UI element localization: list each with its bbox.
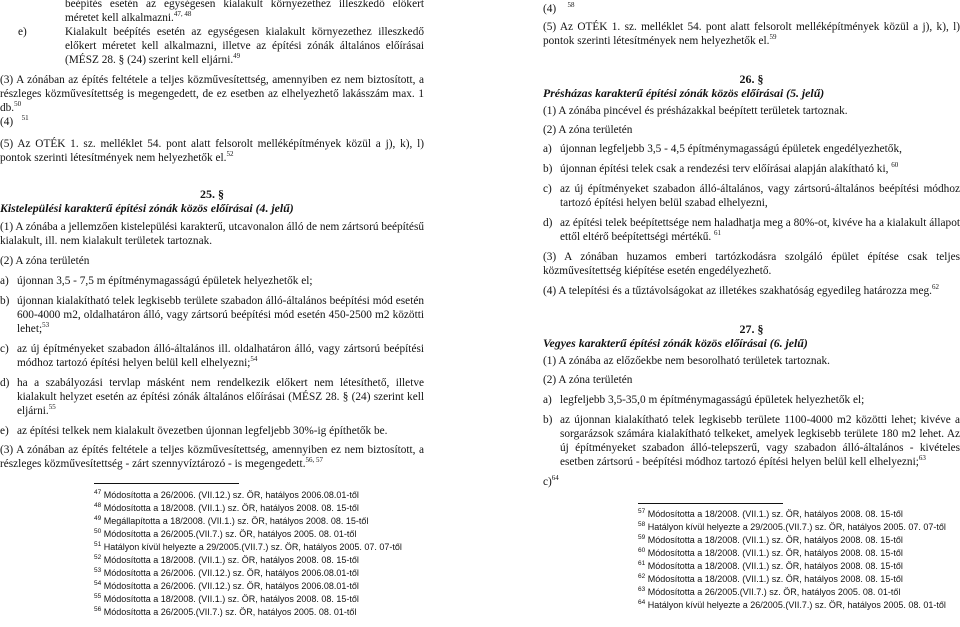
item-a: a) újonnan 3,5 - 7,5 m építménymagasságú épületek helyezhetők el;: [0, 275, 313, 287]
footnote: [94, 593, 424, 606]
footnote-number: 62: [638, 573, 646, 580]
r-item-c: c) az új építményeket szabadon álló-általános, vagy zártsorú-általános beépítési módhoz tartozó építési helyen belül szabad elhelyezni,: [543, 183, 960, 209]
footnote-rule: [94, 483, 239, 484]
section-25-p2: (2) A zóna területén: [0, 255, 90, 267]
footnote-text: Módosította a 18/2008. (VII.1.) sz. ÖR, hatályos 2008. 08. 15-től: [645, 548, 903, 558]
footnote-number: 56: [94, 606, 102, 613]
footnote: [638, 547, 960, 560]
section-26-p3: (3) A zónában huzamos emberi tartózkodásra szolgáló épület építése csak teljes közművesítettség kiépítése esetén engedélyezhető.: [543, 251, 960, 277]
footnote-text: Hatályon kívül helyezte a 29/2005.(VII.7.) sz. ÖR, hatályos 2005. 07. 07-től: [645, 522, 946, 532]
footnote-text: Módosította a 18/2008. (VII.1.) sz. ÖR, hatályos 2008. 08. 15-től: [101, 555, 359, 565]
paragraph-5: (5) Az OTÉK 1. sz. melléklet 54. pont alatt felsorolt melléképítmények közül a j), k), l) pontok szerinti létesítmények nem helyezhetők el.$^{52}$: [0, 138, 424, 164]
item-d: d) ha a szabályozási tervlap másként nem rendelkezik előkert nem létesíthető, illetve kialakult helyzet esetén az építési zónák általános előírásai (MÉSZ 28. § (24) szerint kell eljárni.$^{55}$: [0, 377, 424, 417]
item-e: e) Kialakult beépítés esetén az egységesen kialakult környezethez illeszkedő előkert méretet kell alkalmazni, illetve az építési zónák általános előírásai (MÉSZ 28. § (24) szerint kell eljárni.$^{49}$: [18, 26, 424, 66]
item-e2: e) az építési telkek nem kialakult övezetben újonnan legfeljebb 30%-ig építhetők be.: [0, 425, 388, 437]
footnote-text: Módosította a 26/2005.(VII.7.) sz. ÖR, hatályos 2005. 08. 01-től: [645, 587, 901, 597]
footnote: [638, 534, 960, 547]
footnote-number: 51: [94, 541, 102, 548]
footnote-number: 47: [94, 489, 102, 496]
footnote: [94, 554, 424, 567]
r-paragraph-4: (4) $^{58}$: [543, 1, 575, 15]
section-26-p2: (2) A zóna területén: [543, 124, 633, 136]
section-25-p3: (3) A zónában az építés feltétele a teljes közművesítettség, amennyiben ez nem biztosított, a részleges közművesítettség - zárt szennyvíztározó - is megengedett.$^{56, 57}$: [0, 444, 424, 470]
footnote-text: Megállapította a 18/2008. (VII.1.) sz. ÖR, hatályos 2008. 08. 15-től: [101, 516, 369, 526]
footnote: [638, 508, 960, 521]
footnote-text: Módosította a 18/2008. (VII.1.) sz. ÖR, hatályos 2008. 08. 15-től: [645, 509, 903, 519]
r-item-27c: c)$^{64}$: [543, 474, 559, 488]
footnote-text: Módosította a 18/2008. (VII.1.) sz. ÖR, hatályos 2008. 08. 15-től: [645, 574, 903, 584]
footnote: [94, 606, 424, 619]
footnote-rule: [638, 503, 783, 504]
paragraph-continuation: beépítés esetén az egységesen kialakult környezethez illeszkedő előkert méretet kell alkalmazni.$^{47, 48}$: [65, 0, 424, 24]
r-item-a: a) újonnan legfeljebb 3,5 - 4,5 építménymagasságú épületek engedélyezhetők,: [543, 143, 902, 155]
footnote: [94, 580, 424, 593]
footnote-number: 50: [94, 528, 102, 535]
r-paragraph-5: (5) Az OTÉK 1. sz. melléklet 54. pont alatt felsorolt melléképítmények közül a j), k), l) pontok szerinti létesítmények nem helyezhetők el.$^{59}$: [543, 21, 960, 47]
footnote-text: Hatályon kívül helyezte a 26/2005.(VII.7.) sz. ÖR, hatályos 2005. 08. 01-től: [645, 600, 946, 610]
footnote-number: 52: [94, 554, 102, 561]
section-26-p1: (1) A zónába pincével és présházakkal beépített területek tartoznak.: [543, 105, 848, 117]
footnote-number: 54: [94, 580, 102, 587]
section-25-p1: (1) A zónába a jellemzően kistelepülési karakterű, utcavonalon álló de nem zártsorú beépítésű kialakult, ill. nem kialakult területek tartoznak.: [0, 221, 424, 247]
left-footnotes: [94, 483, 424, 619]
section-27-number: 27. §: [739, 322, 764, 336]
section-27-p1: (1) A zónába az előzőekbe nem besorolható területek tartoznak.: [543, 355, 831, 367]
footnote: [638, 599, 960, 612]
paragraph-3: (3) A zónában az építés feltétele a teljes közművesítettség, amennyiben ez nem biztosított, a részleges közművesítettség is megengedett, de ez esetben az elhelyezhető lakásszám max. 1 db.$^{50}$: [0, 74, 424, 114]
section-26-title: Présházas karakterű építési zónák közös előírásai (5. jelű): [543, 86, 825, 100]
footnote-number: 57: [638, 508, 646, 515]
footnote-text: Módosította a 18/2008. (VII.1.) sz. ÖR, hatályos 2008. 08. 15-től: [645, 535, 903, 545]
footnote-number: 53: [94, 567, 102, 574]
footnote: [94, 567, 424, 580]
footnote-number: 59: [638, 534, 646, 541]
r-item-27a: a) legfeljebb 3,5-35,0 m építménymagasságú épületek helyezhetők el;: [543, 394, 865, 406]
item-c: c) az új építményeket szabadon álló-általános ill. oldalhatáron álló, vagy zártsorú beépítési módhoz tartozó építési helyen belül kell elhelyezni;$^{54}$: [0, 343, 424, 369]
footnote-number: 48: [94, 502, 102, 509]
item-b: b) újonnan kialakítható telek legkisebb területe szabadon álló-általános beépítési mód esetén 600-4000 m2, oldalhatáron álló, vagy zártsorú beépítési mód esetén 450-2500 m2 közötti lehet;$^{53}$: [0, 295, 424, 335]
footnote-text: Módosította a 18/2008. (VII.1.) sz. ÖR, hatályos 2008. 08. 15-től: [101, 503, 359, 513]
footnote-number: 61: [638, 560, 646, 567]
footnote-text: Módosította a 26/2006. (VII.12.) sz. ÖR, hatályos 2006.08.01-től: [101, 581, 359, 591]
section-26-p4: (4) A telepítési és a tűztávolságokat az illetékes szakhatóság egyedileg határozza meg.$^{62}$: [543, 283, 939, 297]
footnote: [638, 521, 960, 534]
section-26-number: 26. §: [739, 72, 764, 86]
footnote: [94, 502, 424, 515]
section-27-p2: (2) A zóna területén: [543, 374, 633, 386]
footnote-text: Módosította a 26/2005.(VII.7.) sz. ÖR, hatályos 2005. 08. 01-től: [101, 529, 357, 539]
footnote: [638, 586, 960, 599]
r-item-27b: b) az újonnan kialakítható telek legkisebb területe 1100-4000 m2 közötti lehet; kivéve a sorgarázsok számára kialakítható telkeket, amelyek legkisebb területe 180 m2 lehet. Az új építményeket szabadon álló-telepszerű, vagy szabadon álló-általános - kivételes esetben zártsorú - beépítési módhoz tartozó építési helyen belül kell elhelyezni;$^{63}$: [543, 414, 960, 468]
r-item-d: d) az építési telek beépítettsége nem haladhatja meg a 80%-ot, kivéve ha a kialakult állapot ettől eltérő beépítettségi mértékű. $^{61}$: [543, 217, 960, 243]
footnote: [638, 573, 960, 586]
footnote-text: Módosította a 26/2006. (VII.12.) sz. ÖR, hatályos 2006.08.01-től: [101, 490, 359, 500]
footnote-text: Módosította a 26/2006. (VII.12.) sz. ÖR, hatályos 2006.08.01-től: [101, 568, 359, 578]
footnote: [638, 560, 960, 573]
paragraph-4: (4) $^{51}$: [0, 114, 29, 128]
section-25-title: Kistelepülési karakterű építési zónák közös előírásai (4. jelű): [0, 201, 294, 215]
footnote-number: 64: [638, 599, 646, 606]
footnote-number: 49: [94, 515, 102, 522]
r-item-b: b) újonnan építési telek csak a rendezési terv előírásai alapján alakítható ki, $^{60}$: [543, 161, 899, 175]
section-25-number: 25. §: [200, 187, 224, 201]
footnote-text: Módosította a 18/2008. (VII.1.) sz. ÖR, hatályos 2008. 08. 15-től: [645, 561, 903, 571]
footnote-number: 63: [638, 586, 646, 593]
section-27-title: Vegyes karakterű építési zónák közös előírásai (6. jelű): [543, 336, 808, 350]
footnote: [94, 489, 424, 502]
footnote-number: 55: [94, 593, 102, 600]
right-column: [543, 0, 960, 612]
footnote-text: Módosította a 26/2005.(VII.7.) sz. ÖR, hatályos 2005. 08. 01-től: [101, 607, 357, 617]
footnote-number: 58: [638, 521, 646, 528]
footnote: [94, 541, 424, 554]
footnote: [94, 515, 424, 528]
footnote-text: Hatályon kívül helyezte a 29/2005.(VII.7.) sz. ÖR, hatályos 2005. 07. 07-től: [101, 542, 402, 552]
footnote-text: Módosította a 18/2008. (VII.1.) sz. ÖR, hatályos 2008. 08. 15-től: [101, 594, 359, 604]
left-column: [0, 0, 424, 619]
footnote: [94, 528, 424, 541]
right-footnotes: [638, 503, 960, 612]
footnote-number: 60: [638, 547, 646, 554]
